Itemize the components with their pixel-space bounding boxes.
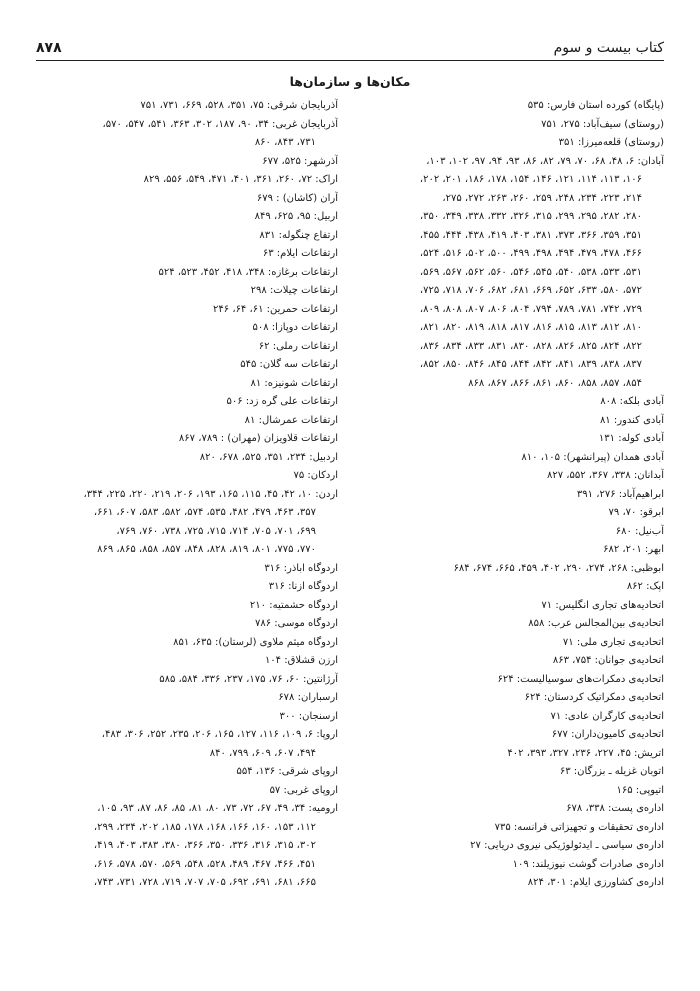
index-entry: آبدانان: ۳۳۸، ۳۶۷، ۵۵۲، ۸۲۷ bbox=[546, 470, 664, 481]
index-entry: ارتفاعات چیلات: ۲۹۸ bbox=[250, 285, 338, 296]
index-entry-continuation: ۷۳۱، ۸۴۳، ۸۶۰ bbox=[254, 137, 316, 148]
index-entry: اردوگاه حشمتیه: ۲۱۰ bbox=[249, 599, 338, 611]
index-entry: اداره‌ی سیاسی ـ ایدئولوژیکی نیروی دریایی: ۲۷ bbox=[470, 840, 664, 851]
index-entry: اردوگاه میثم ملاوی (لرستان): ۶۳۵، ۸۵۱ bbox=[173, 636, 338, 648]
index-entry-continuation: ۸۱۰، ۸۱۲، ۸۱۳، ۸۱۵، ۸۱۶، ۸۱۷، ۸۱۸، ۸۱۹، ۸۲۰، ۸۲۱، bbox=[419, 322, 642, 333]
book-title: کتاب بیست و سوم bbox=[553, 40, 664, 56]
index-entry: آبادی کوله: ۱۳۱ bbox=[598, 433, 664, 444]
index-entry: (پایگاه) کورده استان فارس: ۵۳۵ bbox=[527, 100, 664, 111]
index-entry-continuation: ۴۶۶، ۴۷۸، ۴۷۹، ۴۹۴، ۴۹۸، ۴۹۹، ۵۰۰، ۵۰۲، ۵۱۶، ۵۲۴، bbox=[419, 248, 642, 259]
index-entry: ارتفاعات حمرین: ۶۱، ۶۴، ۲۴۶ bbox=[213, 303, 338, 315]
index-entry: آب‌نیل: ۶۸۰ bbox=[615, 525, 664, 537]
index-entry: اپک: ۸۶۲ bbox=[626, 581, 664, 592]
index-entry-continuation: ۲۸۰، ۲۸۲، ۲۹۵، ۲۹۹، ۳۱۵، ۳۲۶، ۳۳۲، ۳۳۸، ۳۴۹، ۳۵۰، bbox=[419, 211, 642, 222]
index-entry: اردن: ۱۰، ۴۲، ۴۵، ۱۱۵، ۱۶۵، ۱۹۳، ۲۰۶، ۲۱۹، ۲۲۰، ۲۲۵، ۳۴۴، bbox=[83, 488, 338, 500]
index-entry: ارتفاعات شونیزه: ۸۱ bbox=[250, 377, 338, 389]
index-entry: ارتفاعات علی گره زد: ۵۰۶ bbox=[226, 396, 338, 407]
index-entry: ارتفاعات دوپازا: ۵۰۸ bbox=[252, 322, 338, 333]
index-entry-continuation: ۵۳۱، ۵۳۳، ۵۳۸، ۵۴۰، ۵۴۵، ۵۴۶، ۵۶۰، ۵۶۲، ۵۶۷، ۵۶۹، bbox=[419, 266, 642, 278]
index-entry-continuation: ۴۹۴، ۶۰۷، ۶۰۹، ۷۹۹، ۸۴۰ bbox=[209, 747, 316, 759]
index-entry: ارتفاعات برغازه: ۳۴۸، ۴۱۸، ۴۵۲، ۵۲۳، ۵۲۴ bbox=[158, 266, 338, 278]
index-entry: اتحادیه‌های تجاری انگلیس: ۷۱ bbox=[541, 599, 664, 611]
page-header bbox=[36, 30, 664, 61]
index-entry: اتحادیه‌ی جوانان: ۷۵۴، ۸۶۳ bbox=[552, 655, 664, 666]
index-entry: اروپای شرقی: ۱۳۶، ۵۵۴ bbox=[236, 766, 338, 777]
index-entry: اتیوپی: ۱۶۵ bbox=[616, 784, 664, 796]
index-entry: ارتفاع چنگوله: ۸۳۱ bbox=[259, 229, 338, 241]
index-entry: آبادی همدان (پیرانشهر): ۱۰۵، ۸۱۰ bbox=[521, 451, 664, 463]
index-entry: ابوظبی: ۲۶۸، ۲۷۴، ۲۹۰، ۴۰۲، ۴۵۹، ۶۶۵، ۶۷۴، ۶۸۴ bbox=[453, 562, 664, 574]
index-entry: اردکان: ۷۵ bbox=[293, 470, 338, 481]
index-entry: اداره‌ی صادرات گوشت نیوزیلند: ۱۰۹ bbox=[512, 858, 664, 870]
index-entry: ارومیه: ۳۴، ۴۹، ۶۷، ۷۲، ۷۳، ۸۰، ۸۱، ۸۵، ۸۶، ۸۷، ۹۳، ۱۰۵، bbox=[97, 803, 338, 814]
index-entry-continuation: ۳۵۷، ۴۶۳، ۴۷۹، ۴۸۲، ۵۳۵، ۵۷۴، ۵۸۲، ۵۸۳، ۶۰۷، ۶۶۱، bbox=[93, 507, 316, 518]
index-entry: ارتفاعات قلاویزان (مهران) : ۷۸۹، ۸۶۷ bbox=[178, 433, 338, 444]
index-columns bbox=[36, 97, 664, 893]
index-entry-continuation: ۸۲۲، ۸۲۴، ۸۲۵، ۸۲۶، ۸۲۸، ۸۳۰، ۸۳۱، ۸۳۳، ۸۳۴، ۸۳۶، bbox=[419, 340, 642, 352]
index-entry: اتحادیه‌ی بین‌المجالس عرب: ۸۵۸ bbox=[528, 618, 664, 629]
index-entry: آبادی کندور: ۸۱ bbox=[599, 414, 664, 426]
index-entry: آذربایجان شرقی: ۷۵، ۳۵۱، ۵۲۸، ۶۶۹، ۷۳۱، ۷۵۱ bbox=[140, 100, 338, 111]
index-entry: اتحادیه‌ی تجاری ملی: ۷۱ bbox=[562, 636, 664, 648]
index-entry-continuation: ۴۵۱، ۴۶۶، ۴۶۷، ۴۸۹، ۵۲۸، ۵۴۸، ۵۶۹، ۵۷۰، ۵۷۸، ۶۱۶، bbox=[93, 858, 316, 870]
index-entry-continuation: ۷۲۹، ۷۴۲، ۷۸۱، ۷۸۹، ۷۹۴، ۸۰۴، ۸۰۶، ۸۰۷، ۸۰۸، ۸۰۹، bbox=[419, 303, 642, 315]
section-title: مکان‌ها و سازمان‌ها bbox=[289, 74, 411, 89]
index-entry: ارسباران: ۶۷۸ bbox=[278, 692, 338, 703]
index-entry: ارتفاعات ایلام: ۶۳ bbox=[262, 248, 338, 259]
index-entry-continuation: ۱۰۶، ۱۱۳، ۱۱۴، ۱۲۱، ۱۴۶، ۱۵۴، ۱۷۸، ۱۸۶، ۲۰۱، ۲۰۲، bbox=[419, 174, 642, 185]
index-entry: اردوگاه ازنا: ۳۱۶ bbox=[268, 581, 338, 592]
index-entry: اردوگاه موسی: ۷۸۶ bbox=[254, 618, 338, 629]
index-entry: اردبیل: ۲۳۴، ۳۵۱، ۵۲۵، ۶۷۸، ۸۲۰ bbox=[199, 451, 338, 463]
index-entry: اداره‌ی کشاورزی ایلام: ۳۰۱، ۸۲۴ bbox=[527, 877, 664, 888]
page-number: ۸۷۸ bbox=[36, 40, 62, 56]
index-entry-continuation: ۱۱۲، ۱۵۳، ۱۶۰، ۱۶۶، ۱۶۸، ۱۷۸، ۱۸۵، ۲۰۲، ۲۳۴، ۲۹۹، bbox=[93, 821, 316, 833]
index-entry: اراک: ۷۲، ۲۶۰، ۳۶۱، ۴۰۱، ۴۷۱، ۵۴۹، ۵۵۶، ۸۲۹ bbox=[143, 174, 338, 185]
index-entry: ارتفاعات عمرشال: ۸۱ bbox=[244, 414, 338, 426]
index-entry: ارتفاعات رملی: ۶۲ bbox=[258, 340, 338, 352]
index-entry-continuation: ۸۳۷، ۸۳۸، ۸۳۹، ۸۴۱، ۸۴۲، ۸۴۴، ۸۴۵، ۸۴۶، ۸۵۰، ۸۵۲، bbox=[419, 359, 642, 370]
index-entry: اداره‌ی تحقیقات و تجهیزاتی فرانسه: ۷۳۵ bbox=[494, 821, 664, 833]
index-entry: اتریش: ۴۵، ۲۲۷، ۲۳۶، ۳۲۷، ۳۹۳، ۴۰۲ bbox=[507, 747, 664, 759]
index-entry: اربیل: ۹۵، ۶۲۵، ۸۴۹ bbox=[254, 211, 338, 222]
index-entry-continuation: ۶۹۹، ۷۰۱، ۷۰۵، ۷۱۴، ۷۱۵، ۷۲۵، ۷۳۸، ۷۶۰، ۷۶۹، bbox=[116, 525, 316, 537]
index-entry: ارسنجان: ۳۰۰ bbox=[279, 710, 338, 722]
index-entry-continuation: ۳۵۱، ۳۵۹، ۳۶۶، ۳۷۳، ۳۸۱، ۴۰۳، ۴۱۹، ۴۳۸، ۴۴۴، ۴۵۵، bbox=[419, 229, 642, 241]
index-entry: اتحادیه‌ی کارگران عادی: ۷۱ bbox=[550, 710, 664, 722]
index-entry-continuation: ۸۵۴، ۸۵۷، ۸۵۸، ۸۶۰، ۸۶۱، ۸۶۶، ۸۶۷، ۸۶۸ bbox=[468, 377, 642, 389]
index-entry: اروپای غربی: ۵۷ bbox=[269, 784, 338, 796]
index-entry-continuation: ۳۰۲، ۳۱۵، ۳۱۶، ۳۳۶، ۳۵۰، ۳۶۶، ۳۸۰، ۳۸۳، ۴۰۳، ۴۱۹، bbox=[93, 840, 316, 851]
index-entry: اداره‌ی پست: ۳۳۸، ۶۷۸ bbox=[566, 803, 664, 814]
index-entry: (روستای) سیف‌آباد: ۲۷۵، ۷۵۱ bbox=[541, 118, 664, 130]
index-entry-continuation: ۵۷۲، ۵۸۰، ۶۳۳، ۶۵۲، ۶۶۹، ۶۸۱، ۶۸۲، ۷۰۶، ۷۱۸، ۷۲۵، bbox=[419, 285, 642, 296]
index-entry: (روستای) قلعه‌میرزا: ۳۵۱ bbox=[558, 137, 664, 148]
index-entry-continuation: ۷۷۰، ۷۷۵، ۸۰۱، ۸۱۹، ۸۲۸، ۸۴۸، ۸۵۷، ۸۵۸، ۸۶۵، ۸۶۹ bbox=[97, 544, 316, 555]
index-entry-continuation: ۲۱۴، ۲۲۳، ۲۳۴، ۲۴۸، ۲۵۹، ۲۶۰، ۲۶۳، ۲۷۲، ۲۷۵، bbox=[442, 192, 642, 204]
index-entry: ارزن قشلاق: ۱۰۴ bbox=[264, 655, 338, 666]
index-entry: آران (کاشان) : ۶۷۹ bbox=[256, 192, 338, 204]
index-entry: اردوگاه اباذر: ۳۱۶ bbox=[264, 562, 338, 574]
index-column-right bbox=[362, 97, 664, 893]
index-entry: آرژانتین: ۶۰، ۷۶، ۱۷۵، ۲۳۷، ۳۳۶، ۵۸۴، ۵۸۵ bbox=[159, 673, 338, 685]
index-entry: ابرقو: ۷۰، ۷۹ bbox=[608, 507, 664, 518]
index-entry: ابراهیم‌آباد: ۲۷۶، ۳۹۱ bbox=[576, 488, 664, 500]
index-entry: آذربایجان غربی: ۳۴، ۹۰، ۱۸۷، ۳۰۲، ۳۶۳، ۵۴۱، ۵۴۷، ۵۷۰، bbox=[102, 118, 338, 130]
index-entry-continuation: ۶۶۵، ۶۸۱، ۶۹۱، ۶۹۲، ۷۰۵، ۷۰۷، ۷۱۹، ۷۲۸، ۷۳۱، ۷۴۳، bbox=[93, 877, 316, 888]
index-entry: اروپا: ۶، ۱۰۹، ۱۱۶، ۱۲۷، ۱۶۵، ۲۰۶، ۲۳۵، ۲۵۲، ۳۰۶، ۴۸۳، bbox=[101, 729, 338, 740]
index-entry: اتحادیه‌ی دمکرات‌های سوسیالیست: ۶۲۴ bbox=[497, 673, 664, 685]
index-entry: اتوبان غزیله ـ بزرگان: ۶۳ bbox=[559, 766, 664, 777]
index-entry: ارتفاعات سه گلان: ۵۴۵ bbox=[240, 359, 338, 370]
index-entry: اتحادیه‌ی کامیون‌داران: ۶۷۷ bbox=[551, 729, 664, 740]
index-entry: ابهر: ۲۰۱، ۶۸۲ bbox=[603, 544, 664, 555]
index-entry: اتحادیه‌ی دمکراتیک کردستان: ۶۲۴ bbox=[524, 692, 664, 703]
index-entry: آبادان: ۶، ۴۸، ۶۸، ۷۰، ۷۹، ۸۲، ۸۶، ۹۳، ۹۴، ۹۷، ۱۰۲، ۱۰۳، bbox=[426, 155, 664, 167]
index-column-left bbox=[36, 97, 338, 893]
index-entry: آذرشهر: ۵۲۵، ۶۷۷ bbox=[262, 155, 338, 167]
index-entry: آبادی بلکه: ۸۰۸ bbox=[600, 396, 664, 407]
